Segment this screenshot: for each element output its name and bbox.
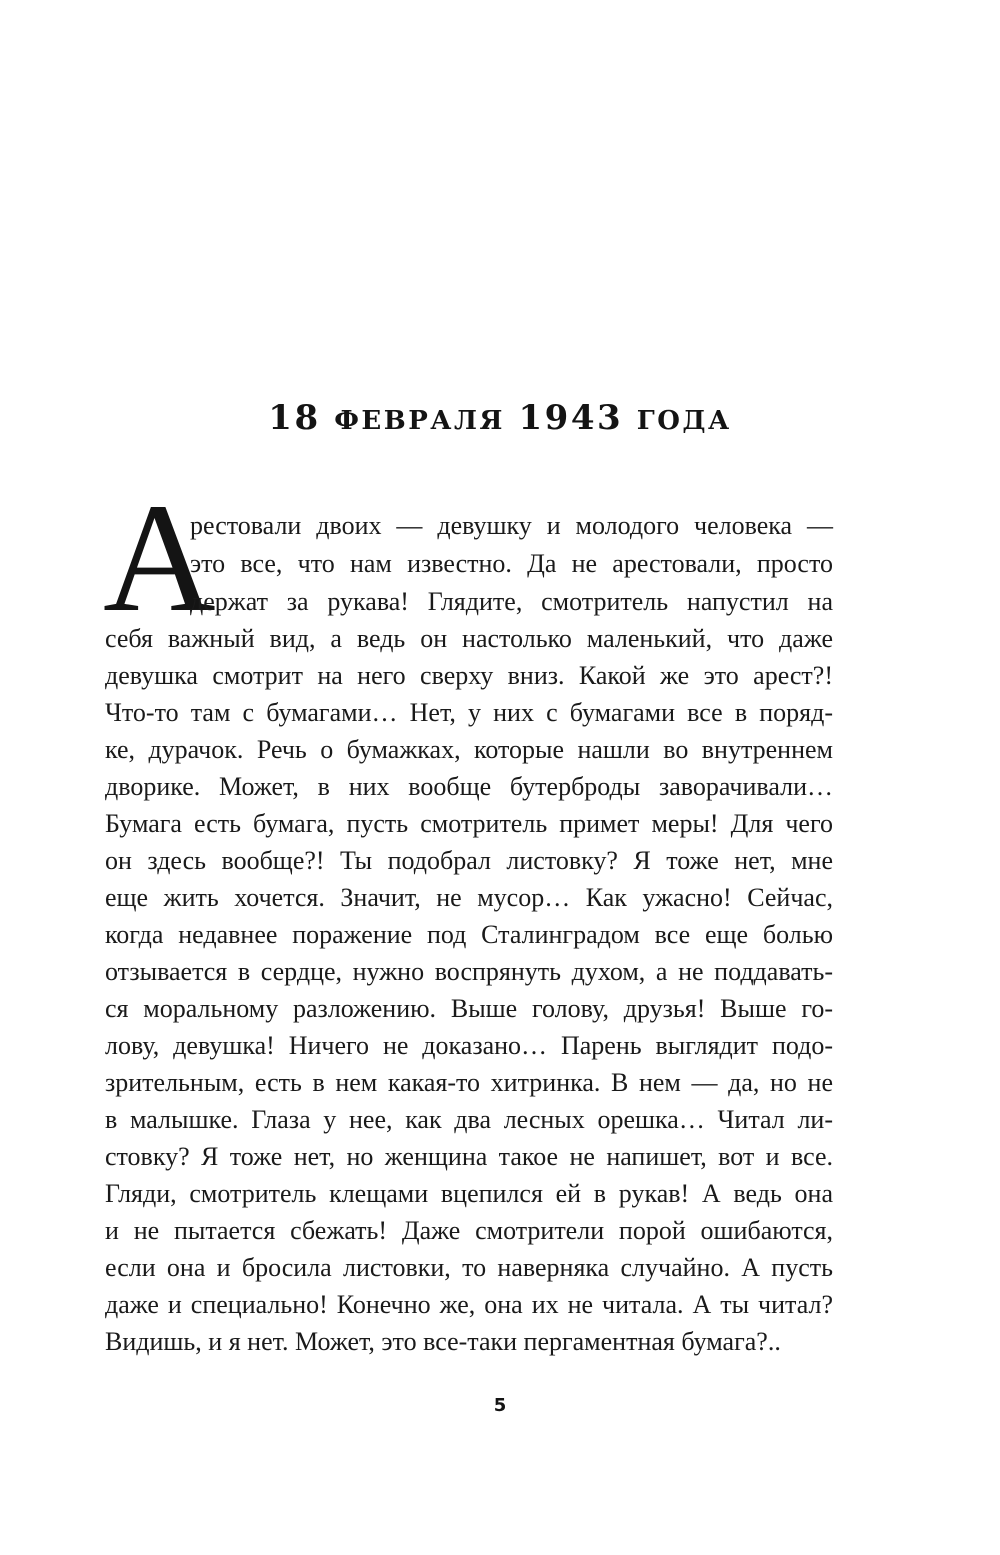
text-line: Что-то там с бумагами… Нет, у них с бумагами все в поряд- bbox=[105, 698, 833, 727]
text-line: когда недавнее поражение под Сталинградом все еще болью bbox=[105, 920, 833, 949]
chapter-year: 1943 bbox=[518, 398, 624, 438]
text-line: ке, дурачок. Речь о бумажках, которые нашли во внутреннем bbox=[105, 735, 833, 764]
page-number: 5 bbox=[493, 1395, 507, 1416]
text-line: зрительным, есть в нем какая-то хитринка. В нем — да, но не bbox=[105, 1068, 833, 1097]
text-line: отзывается в сердце, нужно воспрянуть духом, а не поддавать- bbox=[105, 957, 833, 986]
text-line: это все, что нам известно. Да не арестовали, просто bbox=[190, 549, 833, 578]
text-line: если она и бросила листовки, то наверняка случайно. А пусть bbox=[105, 1253, 833, 1282]
text-line-last: Видишь, и я нет. Может, это все-таки пергаментная бумага?.. bbox=[105, 1327, 781, 1356]
text-line: даже и специально! Конечно же, она их не читала. А ты читал? bbox=[105, 1290, 833, 1319]
text-line: стовку? Я тоже нет, но женщина такое не напишет, вот и все. bbox=[105, 1142, 833, 1171]
text-line: лову, девушка! Ничего не доказано… Парень выглядит подо- bbox=[105, 1031, 833, 1060]
text-line: ся моральному разложению. Выше голову, друзья! Выше го- bbox=[105, 994, 833, 1023]
text-line: дворике. Может, в них вообще бутерброды заворачивали… bbox=[105, 772, 833, 801]
text-line: и не пытается сбежать! Даже смотрители порой ошибаются, bbox=[105, 1216, 833, 1245]
chapter-date-number: 18 bbox=[268, 398, 321, 438]
text-line: еще жить хочется. Значит, не мусор… Как ужасно! Сейчас, bbox=[105, 883, 833, 912]
drop-cap: А bbox=[103, 471, 216, 644]
text-line: девушка смотрит на него сверху вниз. Какой же это арест?! bbox=[105, 661, 833, 690]
text-line: держат за рукава! Глядите, смотритель напустил на bbox=[190, 587, 833, 616]
chapter-year-word: ГОДА bbox=[636, 406, 732, 436]
chapter-title bbox=[0, 396, 1000, 443]
text-line: в малышке. Глаза у нее, как два лесных орешка… Читал ли- bbox=[105, 1105, 833, 1134]
text-line: он здесь вообще?! Ты подобрал листовку? Я тоже нет, мне bbox=[105, 846, 833, 875]
text-line: Бумага есть бумага, пусть смотритель примет меры! Для чего bbox=[105, 809, 833, 838]
text-line: рестовали двоих — девушку и молодого человека — bbox=[190, 511, 833, 540]
text-line: Гляди, смотритель клещами вцепился ей в рукав! А ведь она bbox=[105, 1179, 833, 1208]
text-line: себя важный вид, а ведь он настолько маленький, что даже bbox=[105, 624, 833, 653]
chapter-month: ФЕВРАЛЯ bbox=[334, 406, 505, 436]
